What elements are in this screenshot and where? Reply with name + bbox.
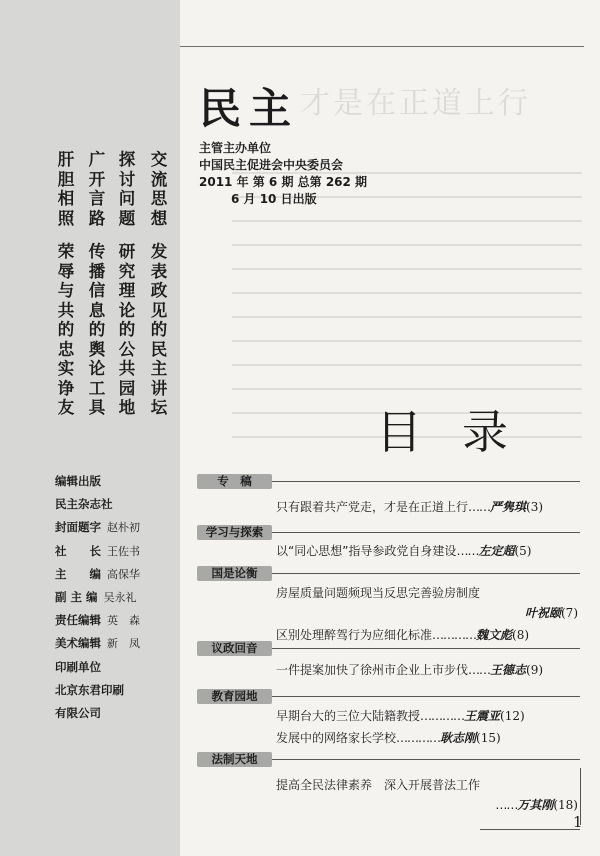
motto-character: 荣: [57, 242, 75, 261]
page-ref: (9): [526, 663, 544, 677]
page-ref: (12): [500, 709, 525, 723]
article-title: 以“同心思想”指导参政党自身建设: [276, 544, 457, 558]
motto-character: 具: [88, 398, 106, 417]
article-title: 提高全民法律素养 深入开展普法工作: [276, 778, 481, 792]
motto-column: [87, 150, 107, 418]
motto-character: 讨: [118, 169, 136, 189]
editorial-row: [55, 702, 140, 725]
section-label: 国是论衡: [197, 566, 272, 581]
leader-dots: ……: [495, 798, 518, 812]
motto-character: 言: [88, 189, 106, 208]
toc-entry[interactable]: [276, 585, 578, 601]
motto-character: 交: [150, 150, 168, 169]
motto-character: 忠: [57, 339, 75, 359]
motto-character: 见: [150, 300, 168, 320]
page-number: 1: [573, 813, 583, 831]
motto-character: 民: [150, 339, 168, 359]
editorial-row: [55, 493, 140, 516]
author-name: 万其刚: [517, 798, 554, 812]
motto-character: 主: [150, 359, 168, 378]
article-title: 早期台大的三位大陆籍教授: [276, 709, 421, 723]
section-rule: [272, 532, 580, 533]
editorial-row: [55, 586, 140, 609]
editorial-label: 责任编辑: [55, 613, 101, 628]
motto-character: 讲: [150, 378, 168, 398]
author-name: 王德志: [490, 663, 527, 677]
editorial-row: [55, 632, 140, 655]
motto-character: 实: [57, 359, 75, 378]
motto-character: 想: [150, 208, 168, 228]
toc-entry[interactable]: [276, 627, 578, 643]
editorial-value: 高保华: [107, 567, 140, 581]
editorial-value: 王佐书: [107, 544, 140, 558]
editorial-row: [55, 656, 140, 679]
editorial-value: 赵朴初: [107, 521, 140, 535]
toc-entry[interactable]: [276, 605, 578, 621]
motto-column: [149, 150, 169, 418]
publication-info: [199, 140, 367, 208]
page-ref: (3): [526, 500, 544, 514]
motto-character: 表: [150, 261, 168, 281]
author-name: 严隽琪: [490, 500, 527, 514]
motto-character: 诤: [57, 378, 75, 398]
motto-character: 究: [118, 261, 136, 281]
toc-entry[interactable]: [276, 708, 578, 724]
author-name: 左定超: [478, 544, 515, 558]
section-label: 法制天地: [197, 752, 272, 767]
publish-date: 6 月 10 日出版: [231, 192, 317, 206]
sponsor-line: 主管主办单位: [199, 141, 272, 155]
motto-character: 传: [88, 242, 106, 261]
editorial-row: [55, 540, 140, 563]
motto-character: 地: [118, 398, 136, 417]
motto-character: 共: [118, 359, 136, 378]
toc-entry[interactable]: [276, 797, 578, 813]
motto-character: 的: [150, 320, 168, 339]
motto-character: 的: [57, 320, 75, 339]
leader-dots: ……: [456, 544, 479, 558]
article-title: 房屋质量问题频现当反思完善验房制度: [276, 586, 481, 600]
editorial-label: 北京东君印刷: [55, 682, 124, 697]
section-rule: [272, 696, 580, 697]
editorial-row: [55, 516, 140, 539]
editorial-value: 新 凤: [107, 637, 140, 651]
article-title: 只有跟着共产党走，才是在正道上行: [276, 500, 469, 514]
section-label: 专 稿: [197, 474, 272, 489]
issue-line: 2011 年 第 6 期 总第 262 期: [199, 175, 368, 189]
editorial-label: 有限公司: [55, 705, 101, 720]
editorial-label: 印刷单位: [55, 659, 101, 674]
toc-entry[interactable]: [276, 543, 578, 559]
motto-character: 流: [150, 169, 168, 189]
page-ref: (7): [561, 606, 578, 620]
motto-character: 舆: [88, 339, 106, 359]
author-name: 耿志刚: [440, 731, 477, 745]
author-name: 魏文彪: [476, 628, 513, 642]
section-label: 教育园地: [197, 689, 272, 704]
motto-character: 探: [118, 150, 136, 169]
motto-character: 照: [57, 208, 75, 228]
motto-character: 的: [118, 320, 136, 339]
article-title: 发展中的网络家长学校: [276, 731, 397, 745]
leader-dots: ……: [468, 500, 491, 514]
article-title: 一件提案加快了徐州市企业上市步伐: [276, 663, 469, 677]
section-label: 议政回音: [197, 641, 272, 656]
motto-character: 工: [88, 378, 106, 398]
section-rule: [272, 573, 580, 574]
left-panel: [0, 0, 180, 856]
section-rule: [272, 648, 580, 649]
motto-character: 坛: [150, 398, 168, 417]
editorial-row: [55, 563, 140, 586]
editorial-label: 副 主 编: [55, 589, 98, 604]
motto-character: 论: [118, 300, 136, 320]
contents-heading: 目录: [376, 405, 548, 459]
motto-character: 与: [57, 281, 75, 300]
editorial-info: [55, 470, 140, 725]
leader-dots: …………: [432, 628, 477, 642]
motto-character: 路: [88, 208, 106, 228]
motto-character: 发: [150, 242, 168, 261]
motto-character: 开: [88, 169, 106, 189]
toc-entry[interactable]: [276, 662, 578, 678]
editorial-label: 封面题字: [55, 520, 101, 535]
editorial-row: [55, 679, 140, 702]
section-rule: [272, 759, 580, 760]
motto-character: 广: [88, 150, 106, 169]
motto-character: 辱: [57, 261, 75, 281]
editorial-label: 主 编: [55, 566, 101, 581]
motto-character: 公: [118, 339, 136, 359]
page-ref: (15): [476, 731, 501, 745]
article-title: 区别处理醉驾行为应细化标准: [276, 628, 433, 642]
motto-character: 园: [118, 378, 136, 398]
motto-character: 的: [88, 320, 106, 339]
toc-entry[interactable]: [276, 730, 578, 746]
editorial-row: [55, 470, 140, 493]
motto-character: 息: [88, 300, 106, 320]
motto-character: 肝: [57, 150, 75, 169]
motto-character: 信: [88, 281, 106, 300]
page-ref: (18): [553, 798, 578, 812]
author-name: 叶祝颐: [524, 606, 561, 620]
motto-character: 理: [118, 281, 136, 300]
page-ref: (5): [514, 544, 532, 558]
page-ref: (8): [512, 628, 530, 642]
editorial-label: 民主杂志社: [55, 497, 113, 512]
motto-character: 共: [57, 300, 75, 320]
author-name: 王震亚: [464, 709, 501, 723]
motto-character: 友: [57, 398, 75, 417]
organization: 中国民主促进会中央委员会: [199, 158, 344, 172]
motto-character: 问: [118, 189, 136, 208]
motto-character: 思: [150, 189, 168, 208]
section-label: 学习与探索: [197, 525, 272, 540]
toc-entry[interactable]: [276, 499, 578, 515]
toc-entry[interactable]: [276, 777, 578, 793]
leader-dots: …………: [420, 709, 465, 723]
motto-character: 论: [88, 359, 106, 378]
corner-rule-horizontal: [480, 829, 580, 830]
motto-character: 题: [118, 208, 136, 228]
motto-character: 相: [57, 189, 75, 208]
leader-dots: ……: [468, 663, 491, 677]
motto-character: 政: [150, 281, 168, 300]
editorial-label: 编辑出版: [55, 474, 101, 488]
motto-character: 研: [118, 242, 136, 261]
editorial-value: 英 森: [107, 614, 140, 628]
leader-dots: …………: [396, 731, 441, 745]
motto-column: [56, 150, 76, 418]
motto-column: [117, 150, 137, 418]
magazine-logo: 民主: [199, 84, 300, 133]
editorial-label: 社 长: [55, 543, 101, 558]
editorial-label: 美术编辑: [55, 636, 101, 651]
background-ghost-title: 才是在正道上行: [300, 86, 531, 121]
top-rule: [180, 46, 584, 47]
section-rule: [272, 481, 580, 482]
motto-character: 胆: [57, 169, 75, 189]
editorial-value: 吴永礼: [103, 590, 137, 604]
motto-character: 播: [88, 261, 106, 281]
editorial-row: [55, 609, 140, 632]
